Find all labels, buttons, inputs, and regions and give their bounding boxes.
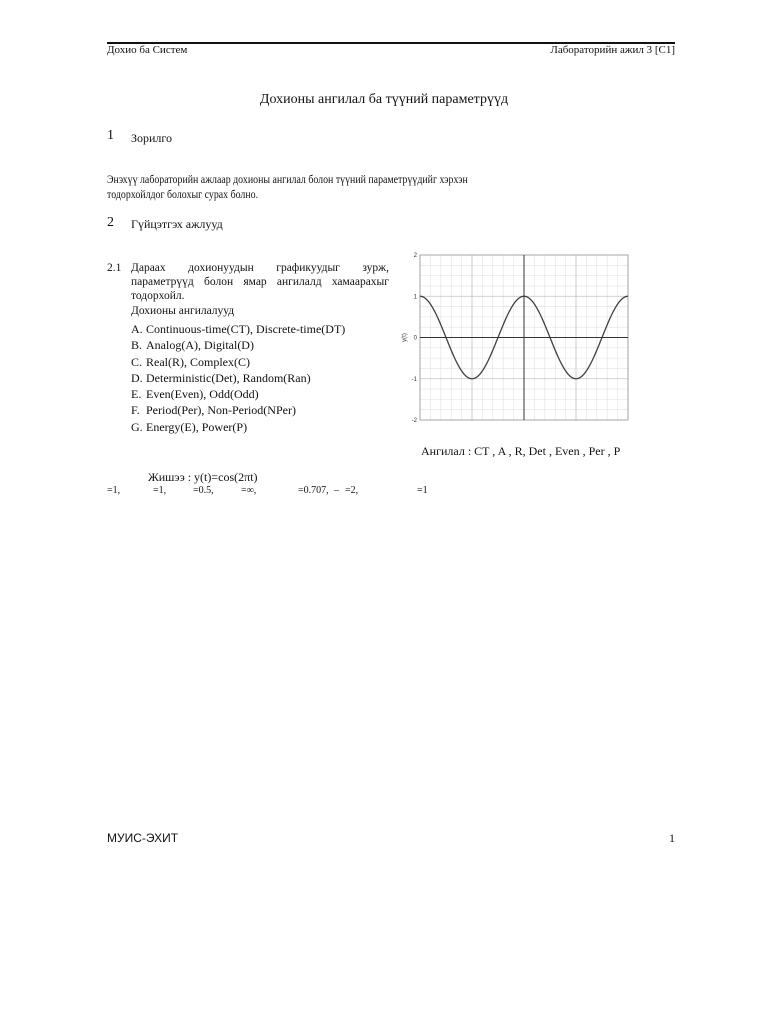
y-tick-label: -1 [411, 376, 417, 383]
classification-item-text: Continuous-time(CT), Discrete-time(DT) [146, 322, 346, 336]
classification-item [131, 386, 345, 402]
page-number: 1 [669, 831, 675, 845]
footer-left: МУИС-ЭХИТ [107, 831, 179, 845]
classification-item [131, 337, 345, 353]
classification-item [131, 402, 345, 418]
param-value: =1, [107, 485, 121, 496]
task-number: 2.1 [107, 262, 122, 274]
cosine-plot [395, 250, 635, 430]
param-value: =∞, [241, 485, 257, 496]
y-tick-label: 0 [413, 335, 417, 342]
classification-item-letter: E. [131, 387, 142, 402]
intro-line-1: Энэхүү лабораторийн ажлаар дохионы ангилал болон түүний параметрүүдийг хэрхэн [107, 174, 468, 186]
classification-item-text: Deterministic(Det), Random(Ran) [146, 370, 311, 385]
y-tick-label: 1 [413, 294, 417, 301]
classification-item-text: Real(R), Complex(C) [146, 354, 250, 369]
classification-item-letter: D. [131, 370, 143, 385]
classification-item-text: Analog(A), Digital(D) [146, 338, 254, 353]
classification-answer: Ангилал : CT , A , R, Det , Even , Per , P [421, 444, 621, 458]
page-title: Дохионы ангилал ба түүний параметрүүд [259, 92, 509, 107]
list-title: Дохионы ангилалууд [131, 305, 235, 317]
param-value: =0.5, [193, 485, 214, 496]
classification-item-letter: C. [131, 354, 143, 369]
classification-item [131, 321, 345, 337]
param-value: =2, [345, 485, 359, 496]
header-left: Дохио ба Систем [107, 44, 188, 56]
task-line-1: Дараах дохионуудын графикуудыг зурж, [131, 262, 389, 274]
header-right: Лабораторийн ажил 3 [C1] [550, 44, 675, 56]
y-tick-label: -2 [411, 418, 417, 424]
example-formula: Жишээ : y(t)=cos(2πt) [148, 470, 258, 484]
classification-item-text: Energy(E), Power(P) [146, 419, 248, 434]
section-1-number: 1 [107, 128, 114, 143]
classification-item-text: Period(Per), Non-Period(NPer) [146, 403, 296, 418]
classification-item-letter: G. [131, 419, 143, 434]
task-line-2: параметрүүд болон ямар ангилалд хамаарахыг [131, 276, 389, 288]
intro-line-2: тодорхойлдог болохыг сурах болно. [107, 189, 259, 201]
param-dash: – [334, 485, 339, 496]
classification-item [131, 354, 345, 370]
section-1-title: Зорилго [131, 131, 173, 145]
param-value: =1, [153, 485, 167, 496]
classification-item-letter: B. [131, 338, 143, 353]
param-value: =1 [417, 485, 428, 496]
classification-item-text: Even(Even), Odd(Odd) [146, 387, 259, 402]
y-axis-label: y(t) [402, 333, 408, 342]
param-value: =0.707, [298, 485, 329, 496]
task-line-3: тодорхойл. [131, 290, 185, 302]
classification-item-letter: F. [131, 403, 140, 418]
section-2-number: 2 [107, 215, 114, 230]
section-2-title: Гүйцэтгэх ажлууд [131, 217, 223, 231]
y-tick-label: 2 [413, 253, 417, 259]
classification-list [131, 321, 345, 435]
classification-item [131, 419, 345, 435]
classification-item [131, 370, 345, 386]
classification-item-letter: A. [131, 322, 143, 336]
header-rule [107, 42, 675, 44]
